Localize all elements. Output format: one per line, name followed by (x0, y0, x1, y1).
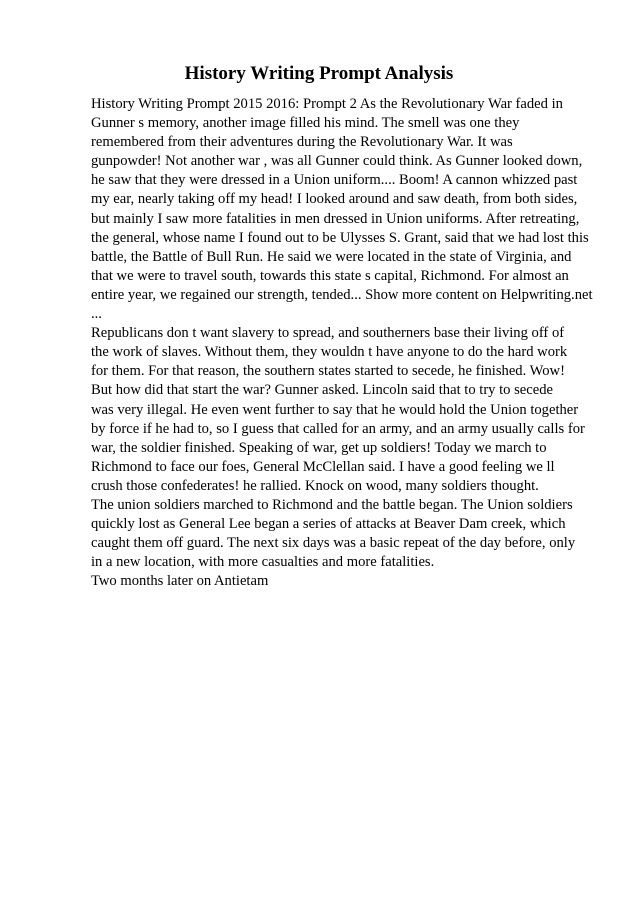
text-line: entire year, we regained our strength, tended... Show more content on Helpwriting.net (91, 286, 593, 303)
text-line: that we were to travel south, towards this state s capital, Richmond. For almost an (91, 267, 569, 284)
text-line: battle, the Battle of Bull Run. He said we were located in the state of Virginia, and (91, 248, 572, 265)
text-line: crush those confederates! he rallied. Knock on wood, many soldiers thought. (91, 477, 539, 494)
text-line: Two months later on Antietam (91, 573, 269, 590)
text-line: History Writing Prompt 2015 2016: Prompt 2 As the Revolutionary War faded in (91, 96, 563, 112)
text-line: the general, whose name I found out to be Ulysses S. Grant, said that we had lost this (91, 229, 589, 246)
text-line: Richmond to face our foes, General McClellan said. I have a good feeling we ll (91, 458, 555, 475)
document-title: History Writing Prompt Analysis (184, 63, 454, 84)
text-line: in a new location, with more casualties and more fatalities. (91, 554, 435, 571)
text-line: Republicans don t want slavery to spread, and southerners base their living off of (91, 325, 565, 342)
text-line: The union soldiers marched to Richmond and the battle began. The Union soldiers (91, 496, 573, 513)
text-line: quickly lost as General Lee began a series of attacks at Beaver Dam creek, which (91, 516, 566, 533)
text-line: gunpowder! Not another war , was all Gunner could think. As Gunner looked down, (91, 153, 583, 170)
text-line: war, the soldier finished. Speaking of war, get up soldiers! Today we march to (91, 439, 547, 456)
text-line: remembered from their adventures during the Revolutionary War. It was (91, 134, 513, 151)
document-body (91, 95, 593, 591)
text-line: for them. For that reason, the southern states started to secede, he finished. Wow! (91, 363, 565, 380)
text-line: by force if he had to, so I guess that called for an army, and an army usually calls for (91, 420, 585, 437)
text-line: ... (91, 306, 102, 323)
text-line: caught them off guard. The next six days was a basic repeat of the day before, only (91, 535, 576, 552)
text-line: Gunner s memory, another image filled his mind. The smell was one they (91, 115, 520, 132)
text-line: was very illegal. He even went further to say that he would hold the Union together (91, 401, 579, 418)
text-line: my ear, nearly taking off my head! I looked around and saw death, from both sides, (91, 191, 578, 208)
text-line: the work of slaves. Without them, they wouldn t have anyone to do the hard work (91, 344, 568, 361)
text-line: But how did that start the war? Gunner asked. Lincoln said that to try to secede (91, 382, 554, 399)
text-line: but mainly I saw more fatalities in men dressed in Union uniforms. After retreating, (91, 210, 580, 227)
text-line: he saw that they were dressed in a Union uniform.... Boom! A cannon whizzed past (91, 172, 578, 189)
